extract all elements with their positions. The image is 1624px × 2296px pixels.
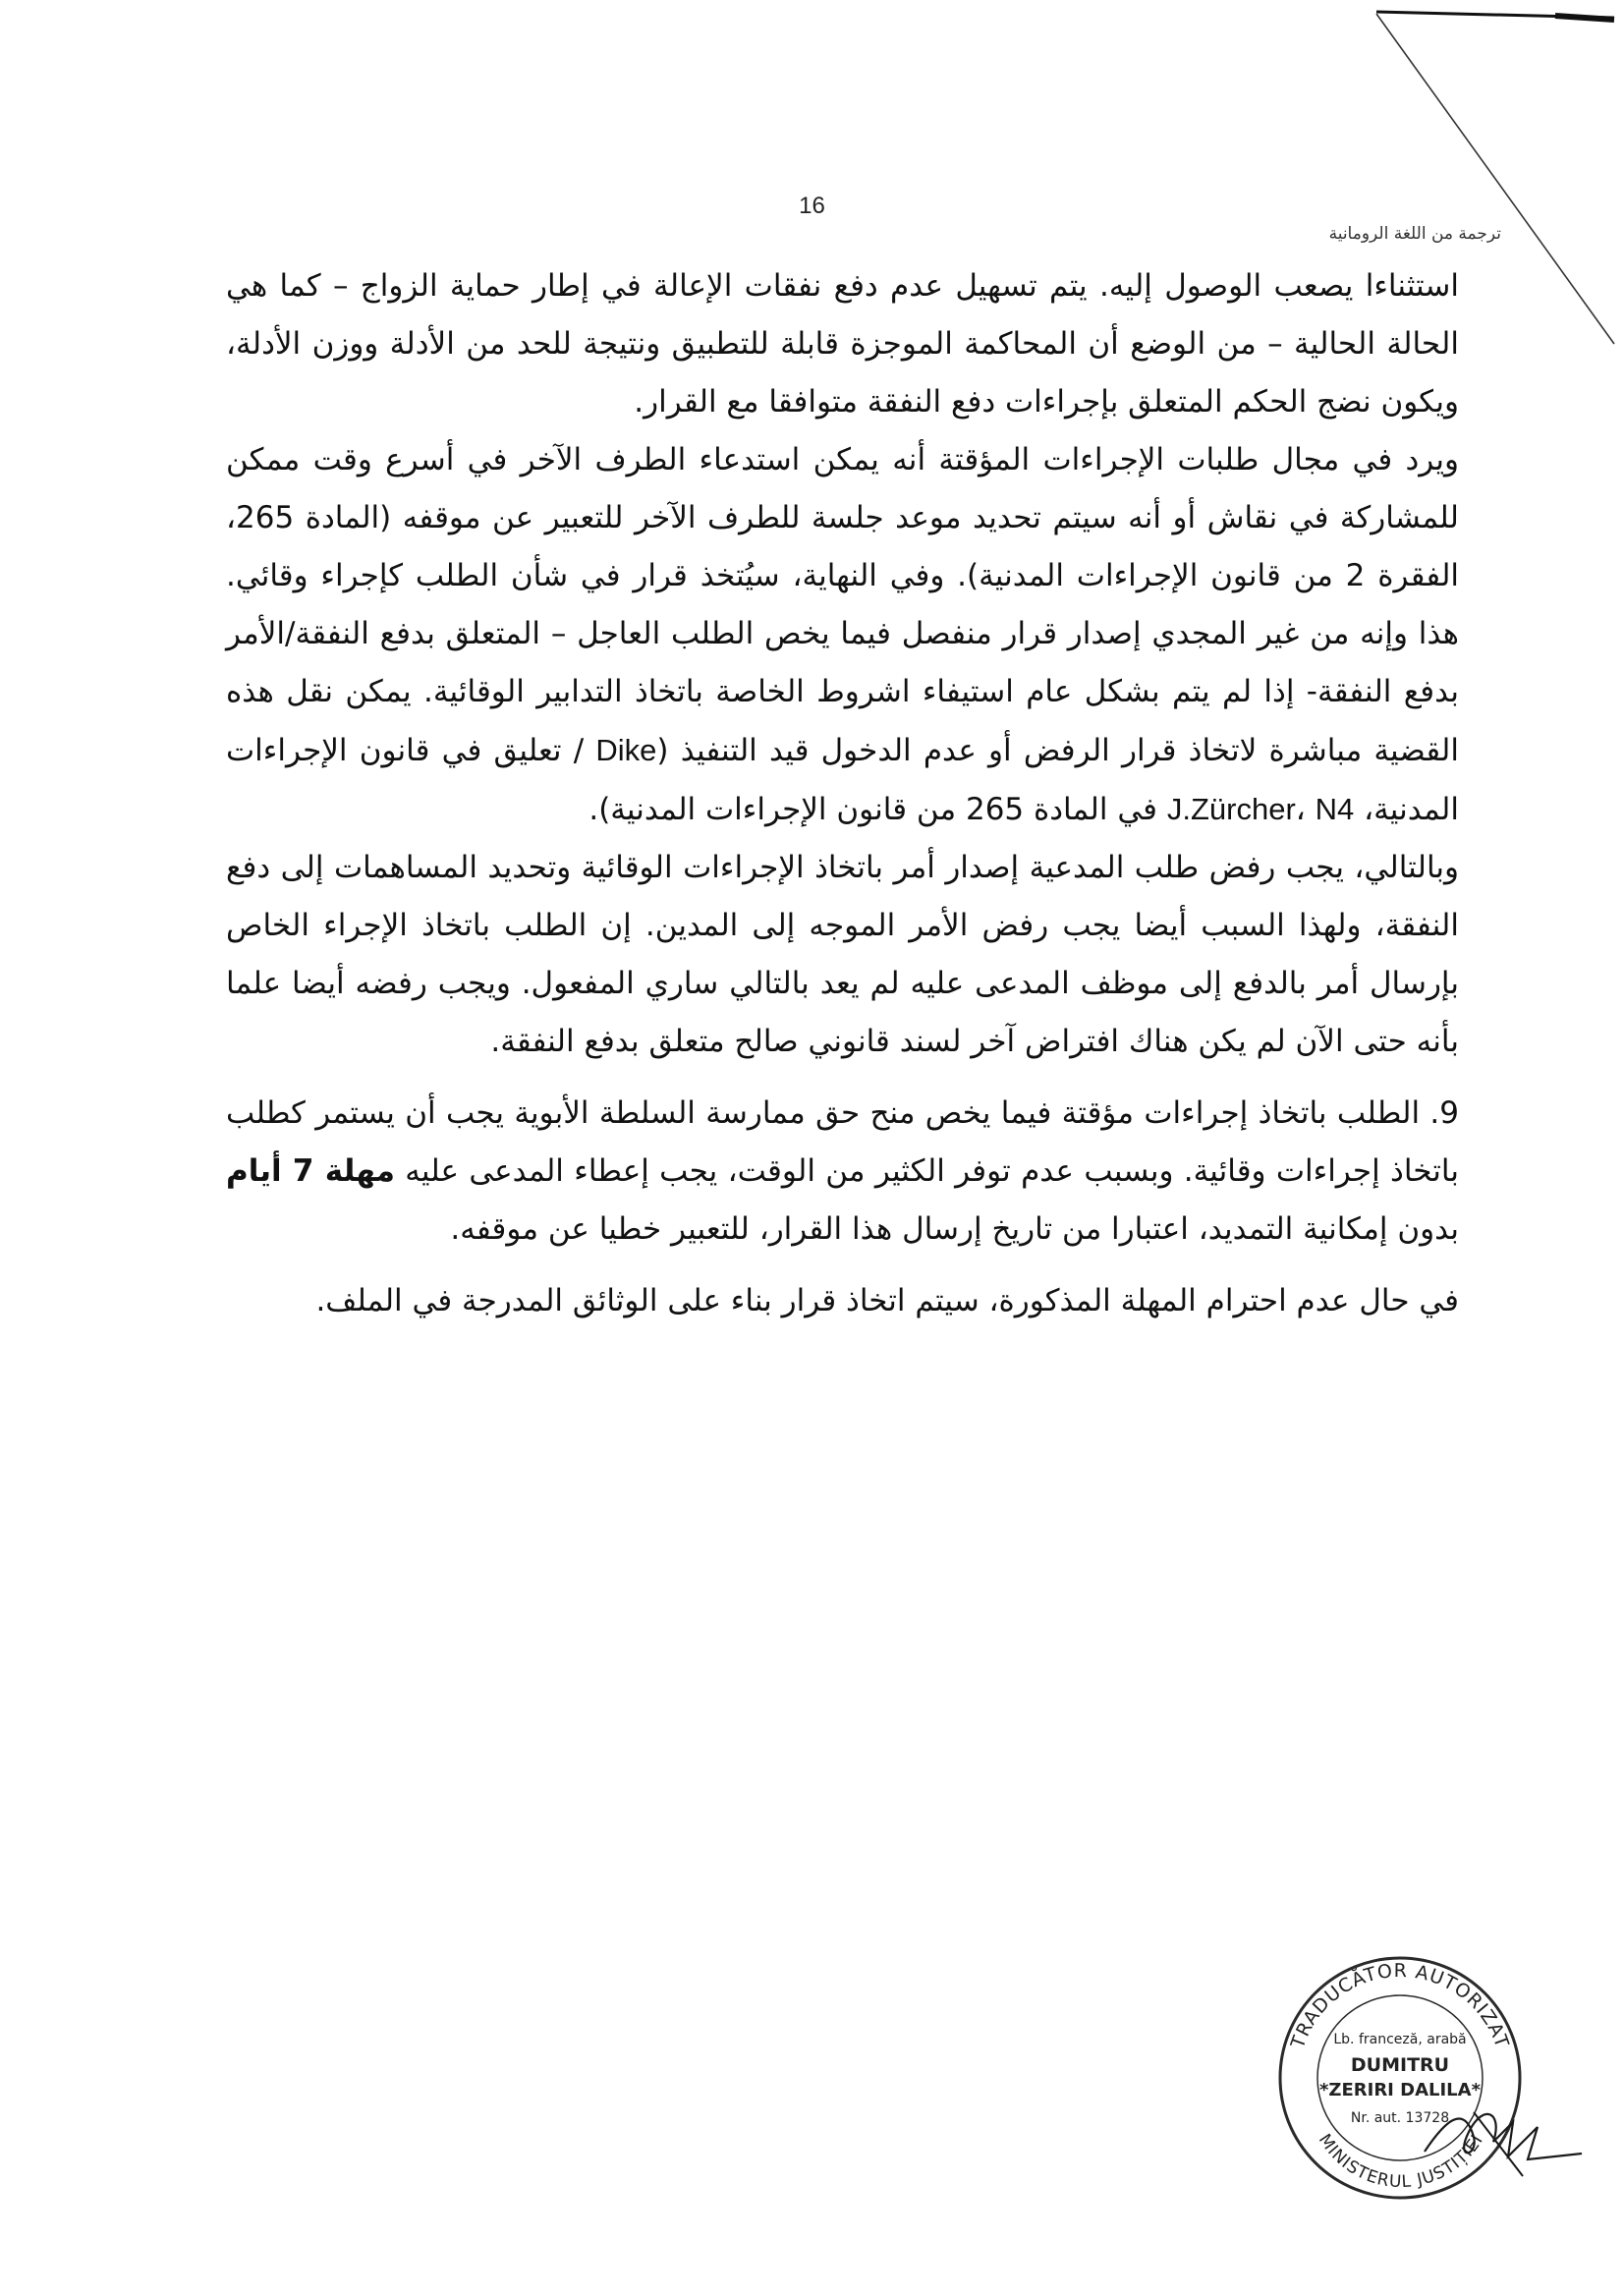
paragraph-4 — [226, 1085, 1459, 1259]
paragraph-2-text-b: / تعليق في قانون الإجراءات المدنية، — [226, 733, 1459, 827]
dike-reference: Dike — [595, 733, 657, 767]
translator-signature — [1415, 2083, 1592, 2191]
page-number: 16 — [799, 193, 825, 219]
paragraph-2 — [226, 431, 1459, 839]
paragraph-4-text-b: بدون إمكانية التمديد، اعتبارا من تاريخ إرسال هذا القرار، للتعبير خطيا عن موقفه. — [450, 1211, 1459, 1247]
stamp-outer-top: TRADUCĂTOR AUTORIZAT — [1286, 1959, 1514, 2051]
paragraph-3: وبالتالي، يجب رفض طلب المدعية إصدار أمر باتخاذ الإجراءات الوقائية وتحديد المساهمات إلى دفع النفقة، ولهذا السبب أيضا يجب رفض الأمر الموجه إلى المدين. إن الطلب باتخاذ الإجراء الخاص بإرسال أمر بالدفع إلى موظف المدعى عليه لم يعد بالتالي ساري المفعول. ويجب رفضه أيضا علما بأنه حتى الآن لم يكن هناك افتراض آخر لسند قانوني صالح متعلق بدفع النفقة. — [226, 850, 1459, 1059]
paragraph-4-text-a: 9. الطلب باتخاذ إجراءات مؤقتة فيما يخص منح حق ممارسة السلطة الأبوية يجب أن يستمر كطلب باتخاذ إجراءات وقائية. وبسبب عدم توفر الكثير من الوقت، يجب إعطاء المدعى عليه — [226, 1095, 1460, 1189]
stamp-name-line-1: DUMITRU — [1350, 2054, 1450, 2076]
stamp-name-line-2: *ZERIRI DALILA* — [1319, 2080, 1481, 2100]
paragraph-5: في حال عدم احترام المهلة المذكورة، سيتم اتخاذ قرار بناء على الوثائق المدرجة في الملف. — [315, 1283, 1459, 1318]
note-reference: N4 — [1315, 792, 1355, 826]
paragraph-1: استثناءا يصعب الوصول إليه. يتم تسهيل عدم دفع نفقات الإعالة في إطار حماية الزواج – كما هي الحالة الحالية – من الوضع أن المحاكمة الموجزة قابلة للتطبيق ونتيجة للحد من الأدلة ووزن الأدلة، ويكون نضج الحكم المتعلق بإجراءات دفع النفقة متوافقا مع القرار. — [226, 268, 1459, 420]
deadline-emphasis: مهلة 7 أيام — [226, 1153, 395, 1189]
paragraph-2-text-a: ويرد في مجال طلبات الإجراءات المؤقتة أنه يمكن استدعاء الطرف الآخر في أسرع وقت ممكن للمشاركة في نقاش أو أنه سيتم تحديد موعد جلسة للطرف الآخر للتعبير عن موقفه (المادة 265، الفقرة 2 من قانون الإجراءات المدنية). وفي النهاية، سيُتخذ قرار في شأن الطلب كإجراء وقائي. هذا وإنه من غير المجدي إصدار قرار منفصل فيما يخص الطلب العاجل – المتعلق بدفع النفقة/الأمر بدفع النفقة- إذا لم يتم بشكل عام استيفاء اشروط الخاصة باتخاذ التدابير الوقائية. يمكن نقل هذه القضية مباشرة لاتخاذ قرار الرفض أو عدم الدخول قيد التنفيذ ( — [226, 442, 1459, 768]
paragraph-2-separator: ، — [1295, 792, 1316, 827]
stamp-outer-bottom: MINISTERUL JUSTIȚIEI — [1314, 2130, 1488, 2193]
document-body — [226, 257, 1459, 1330]
stamp-languages: Lb. franceză, arabă — [1333, 2032, 1467, 2047]
stamp-authorization-number: Nr. aut. 13728 — [1350, 2110, 1450, 2126]
author-reference: J.Zürcher — [1166, 792, 1296, 826]
paragraph-2-text-c: في المادة 265 من قانون الإجراءات المدنية). — [588, 792, 1167, 827]
translation-note: ترجمة من اللغة الرومانية — [1328, 224, 1501, 244]
